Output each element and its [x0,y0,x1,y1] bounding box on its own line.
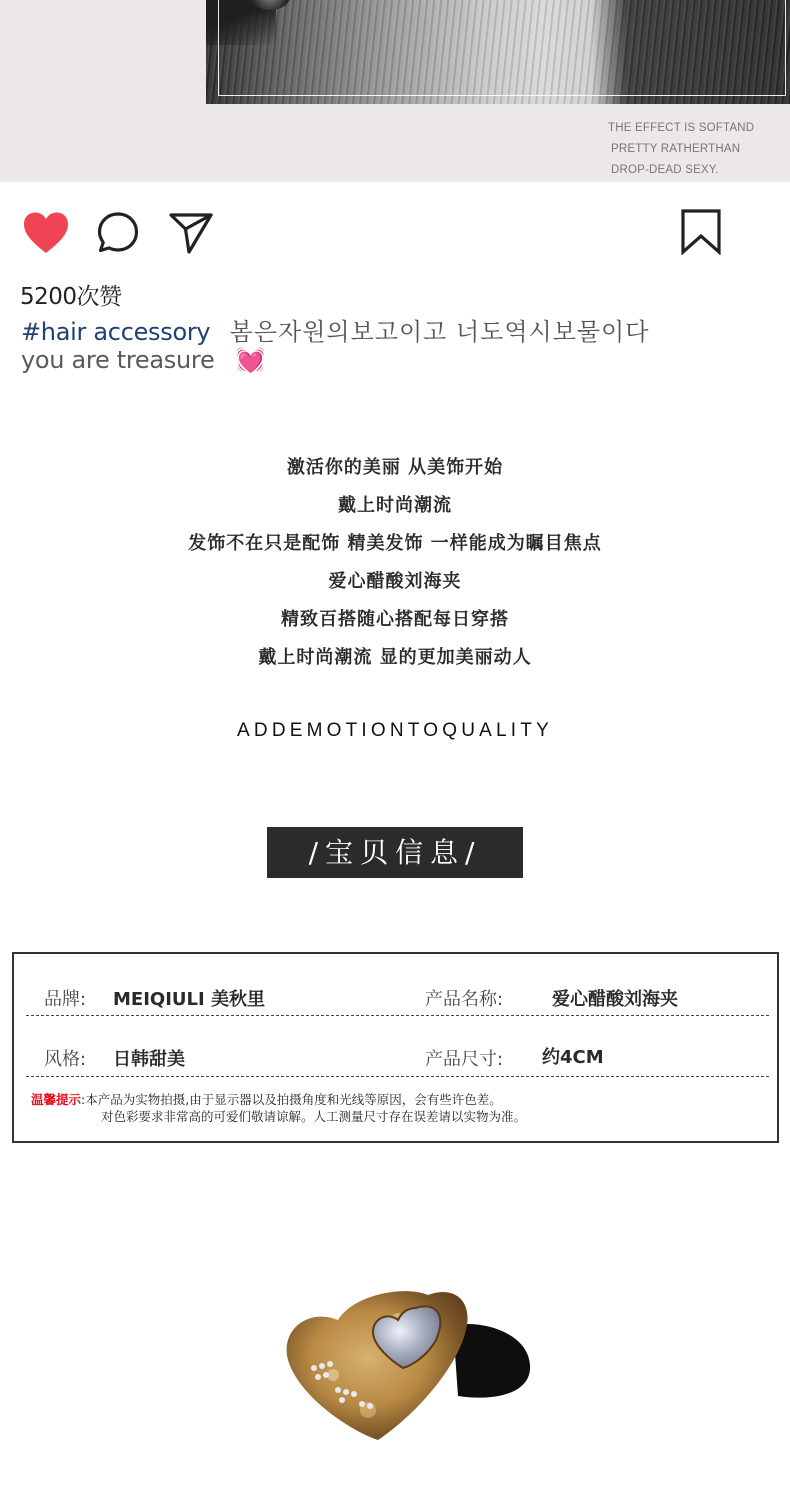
top-photo-band [0,0,790,182]
fur-texture-photo [206,0,790,104]
promo-line-6: 戴上时尚潮流 显的更加美丽动人 [258,647,532,668]
product-size-label: 产品尺寸: [425,1049,504,1070]
style-label: 风格: [44,1049,87,1070]
promo-line-4: 爱心醋酸刘海夹 [328,571,462,592]
treasure-text: you are treasure [21,346,215,374]
dashed-divider [26,1015,769,1016]
like-count: 5200次赞 [20,284,122,310]
heart-hair-clip-photo [278,1280,538,1455]
width-indicator-arrow [152,1494,630,1499]
caption-line-1: THE EFFECT IS SOFTAND [608,122,755,134]
dashed-divider [26,1076,769,1077]
caption-line-2: PRETTY RATHERTHAN [611,143,741,155]
post-caption-line-2 [21,346,265,374]
heart-filled-icon[interactable] [22,211,70,255]
notice-line-1: :本产品为实物拍摄,由于显示器以及拍摄角度和光线等原因，会有些许色差。 [81,1092,502,1107]
warm-notice [31,1091,526,1125]
brand-value: MEIQIULI 美秋里 [113,989,265,1010]
promo-line-1: 激活你的美丽 从美饰开始 [286,457,504,478]
notice-label: 温馨提示 [31,1092,82,1107]
caption-line-3: DROP-DEAD SEXY. [611,164,719,176]
bookmark-icon[interactable] [680,209,722,255]
notice-line-2: 对色彩要求非常高的可爱们敬请谅解。人工测量尺寸存在误差请以实物为准。 [101,1109,527,1124]
effect-caption [608,118,783,181]
beating-heart-icon: 💓 [235,346,266,374]
product-name-label: 产品名称: [425,989,504,1010]
promo-line-5: 精致百搭随心搭配每日穿搭 [281,609,509,630]
hashtag-link[interactable]: #hair accessory [21,318,211,346]
send-paper-plane-icon[interactable] [168,211,214,255]
section-title-product-info: /宝贝信息/ [267,827,523,878]
photo-frame [218,0,786,96]
comment-bubble-icon[interactable] [97,211,141,255]
promo-line-3: 发饰不在只是配饰 精美发饰 一样能成为瞩目焦点 [188,533,602,554]
promo-line-2: 戴上时尚潮流 [338,495,452,516]
style-value: 日韩甜美 [113,1049,185,1070]
post-caption-line-1 [21,312,649,347]
product-size-value: 约4CM [542,1047,604,1068]
product-name-value: 爱心醋酸刘海夹 [552,989,678,1010]
korean-caption: 봄은자원의보고이고 너도역시보물이다 [229,318,650,346]
brand-tagline: ADDEMOTIONTOQUALITY [237,720,553,741]
brand-label: 品牌: [44,989,87,1010]
